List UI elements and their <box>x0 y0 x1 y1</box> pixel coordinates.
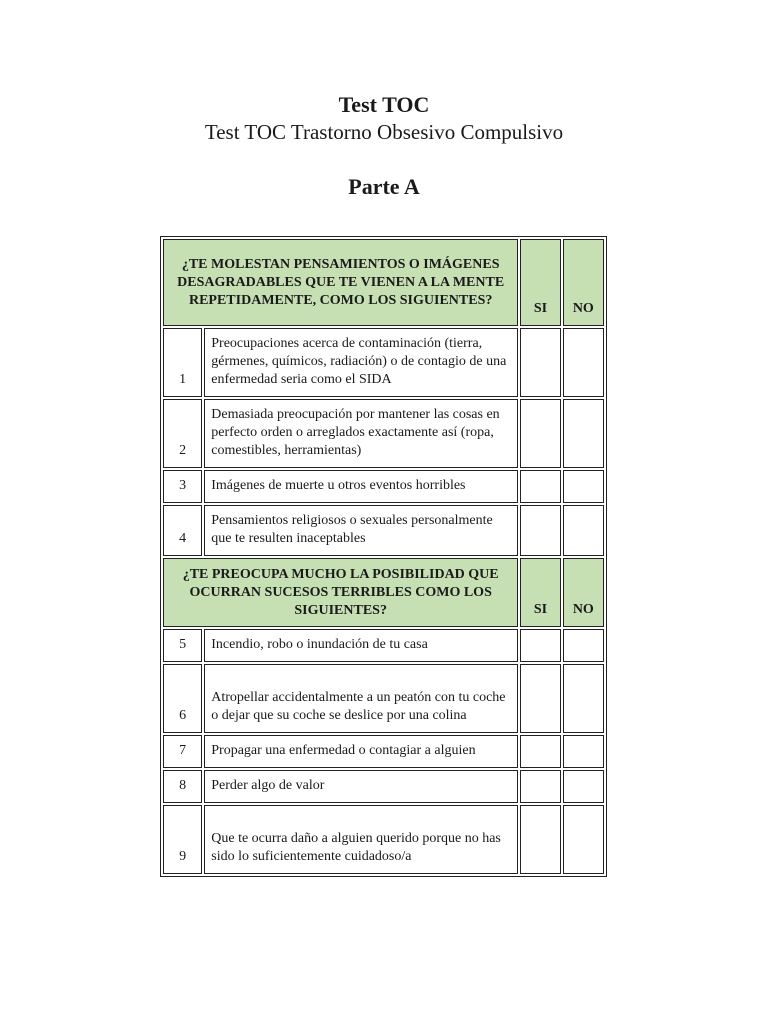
item-number: 8 <box>163 770 202 803</box>
section-header-row <box>163 239 604 326</box>
item-number: 3 <box>163 470 202 503</box>
yes-answer-cell[interactable] <box>520 505 560 556</box>
no-column-header: NO <box>563 239 604 326</box>
question-row <box>163 629 604 662</box>
section-header-row <box>163 558 604 627</box>
yes-answer-cell[interactable] <box>520 399 560 468</box>
questionnaire-table <box>160 236 607 877</box>
item-number: 4 <box>163 505 202 556</box>
question-row <box>163 399 604 468</box>
part-heading: Parte A <box>348 174 420 199</box>
item-text: Perder algo de valor <box>204 770 518 803</box>
question-row <box>163 664 604 733</box>
item-text: Demasiada preocupación por mantener las cosas en perfecto orden o arreglados exactamente así (ropa, comestibles, herramientas) <box>204 399 518 468</box>
item-number: 2 <box>163 399 202 468</box>
item-text: Que te ocurra daño a alguien querido porque no has sido lo suficientemente cuidadoso/a <box>204 805 518 874</box>
item-number: 7 <box>163 735 202 768</box>
yes-answer-cell[interactable] <box>520 735 560 768</box>
page-subtitle: Test TOC Trastorno Obsesivo Compulsivo <box>204 120 564 144</box>
section-question: ¿TE MOLESTAN PENSAMIENTOS O IMÁGENES DESAGRADABLES QUE TE VIENEN A LA MENTE REPETIDAMENTE, COMO LOS SIGUIENTES? <box>163 239 518 326</box>
no-answer-cell[interactable] <box>563 770 604 803</box>
no-answer-cell[interactable] <box>563 470 604 503</box>
page-title: Test TOC <box>338 92 430 117</box>
no-column-header: NO <box>563 558 604 627</box>
no-answer-cell[interactable] <box>563 664 604 733</box>
yes-answer-cell[interactable] <box>520 770 560 803</box>
item-number: 1 <box>163 328 202 397</box>
item-text: Preocupaciones acerca de contaminación (tierra, gérmenes, químicos, radiación) o de contagio de una enfermedad seria como el SIDA <box>204 328 518 397</box>
question-row <box>163 805 604 874</box>
item-text: Atropellar accidentalmente a un peatón con tu coche o dejar que su coche se deslice por una colina <box>204 664 518 733</box>
yes-answer-cell[interactable] <box>520 629 560 662</box>
item-text: Incendio, robo o inundación de tu casa <box>204 629 518 662</box>
no-answer-cell[interactable] <box>563 735 604 768</box>
no-answer-cell[interactable] <box>563 328 604 397</box>
item-text: Propagar una enfermedad o contagiar a alguien <box>204 735 518 768</box>
no-answer-cell[interactable] <box>563 505 604 556</box>
question-row <box>163 470 604 503</box>
yes-answer-cell[interactable] <box>520 470 560 503</box>
yes-column-header: SI <box>520 558 560 627</box>
question-row <box>163 328 604 397</box>
question-row <box>163 735 604 768</box>
question-row <box>163 770 604 803</box>
item-number: 6 <box>163 664 202 733</box>
no-answer-cell[interactable] <box>563 629 604 662</box>
question-row <box>163 505 604 556</box>
section-question: ¿TE PREOCUPA MUCHO LA POSIBILIDAD QUE OCURRAN SUCESOS TERRIBLES COMO LOS SIGUIENTES? <box>163 558 518 627</box>
item-number: 5 <box>163 629 202 662</box>
yes-answer-cell[interactable] <box>520 664 560 733</box>
item-text: Imágenes de muerte u otros eventos horribles <box>204 470 518 503</box>
yes-answer-cell[interactable] <box>520 805 560 874</box>
no-answer-cell[interactable] <box>563 399 604 468</box>
item-number: 9 <box>163 805 202 874</box>
yes-answer-cell[interactable] <box>520 328 560 397</box>
yes-column-header: SI <box>520 239 560 326</box>
item-text: Pensamientos religiosos o sexuales personalmente que te resulten inaceptables <box>204 505 518 556</box>
no-answer-cell[interactable] <box>563 805 604 874</box>
